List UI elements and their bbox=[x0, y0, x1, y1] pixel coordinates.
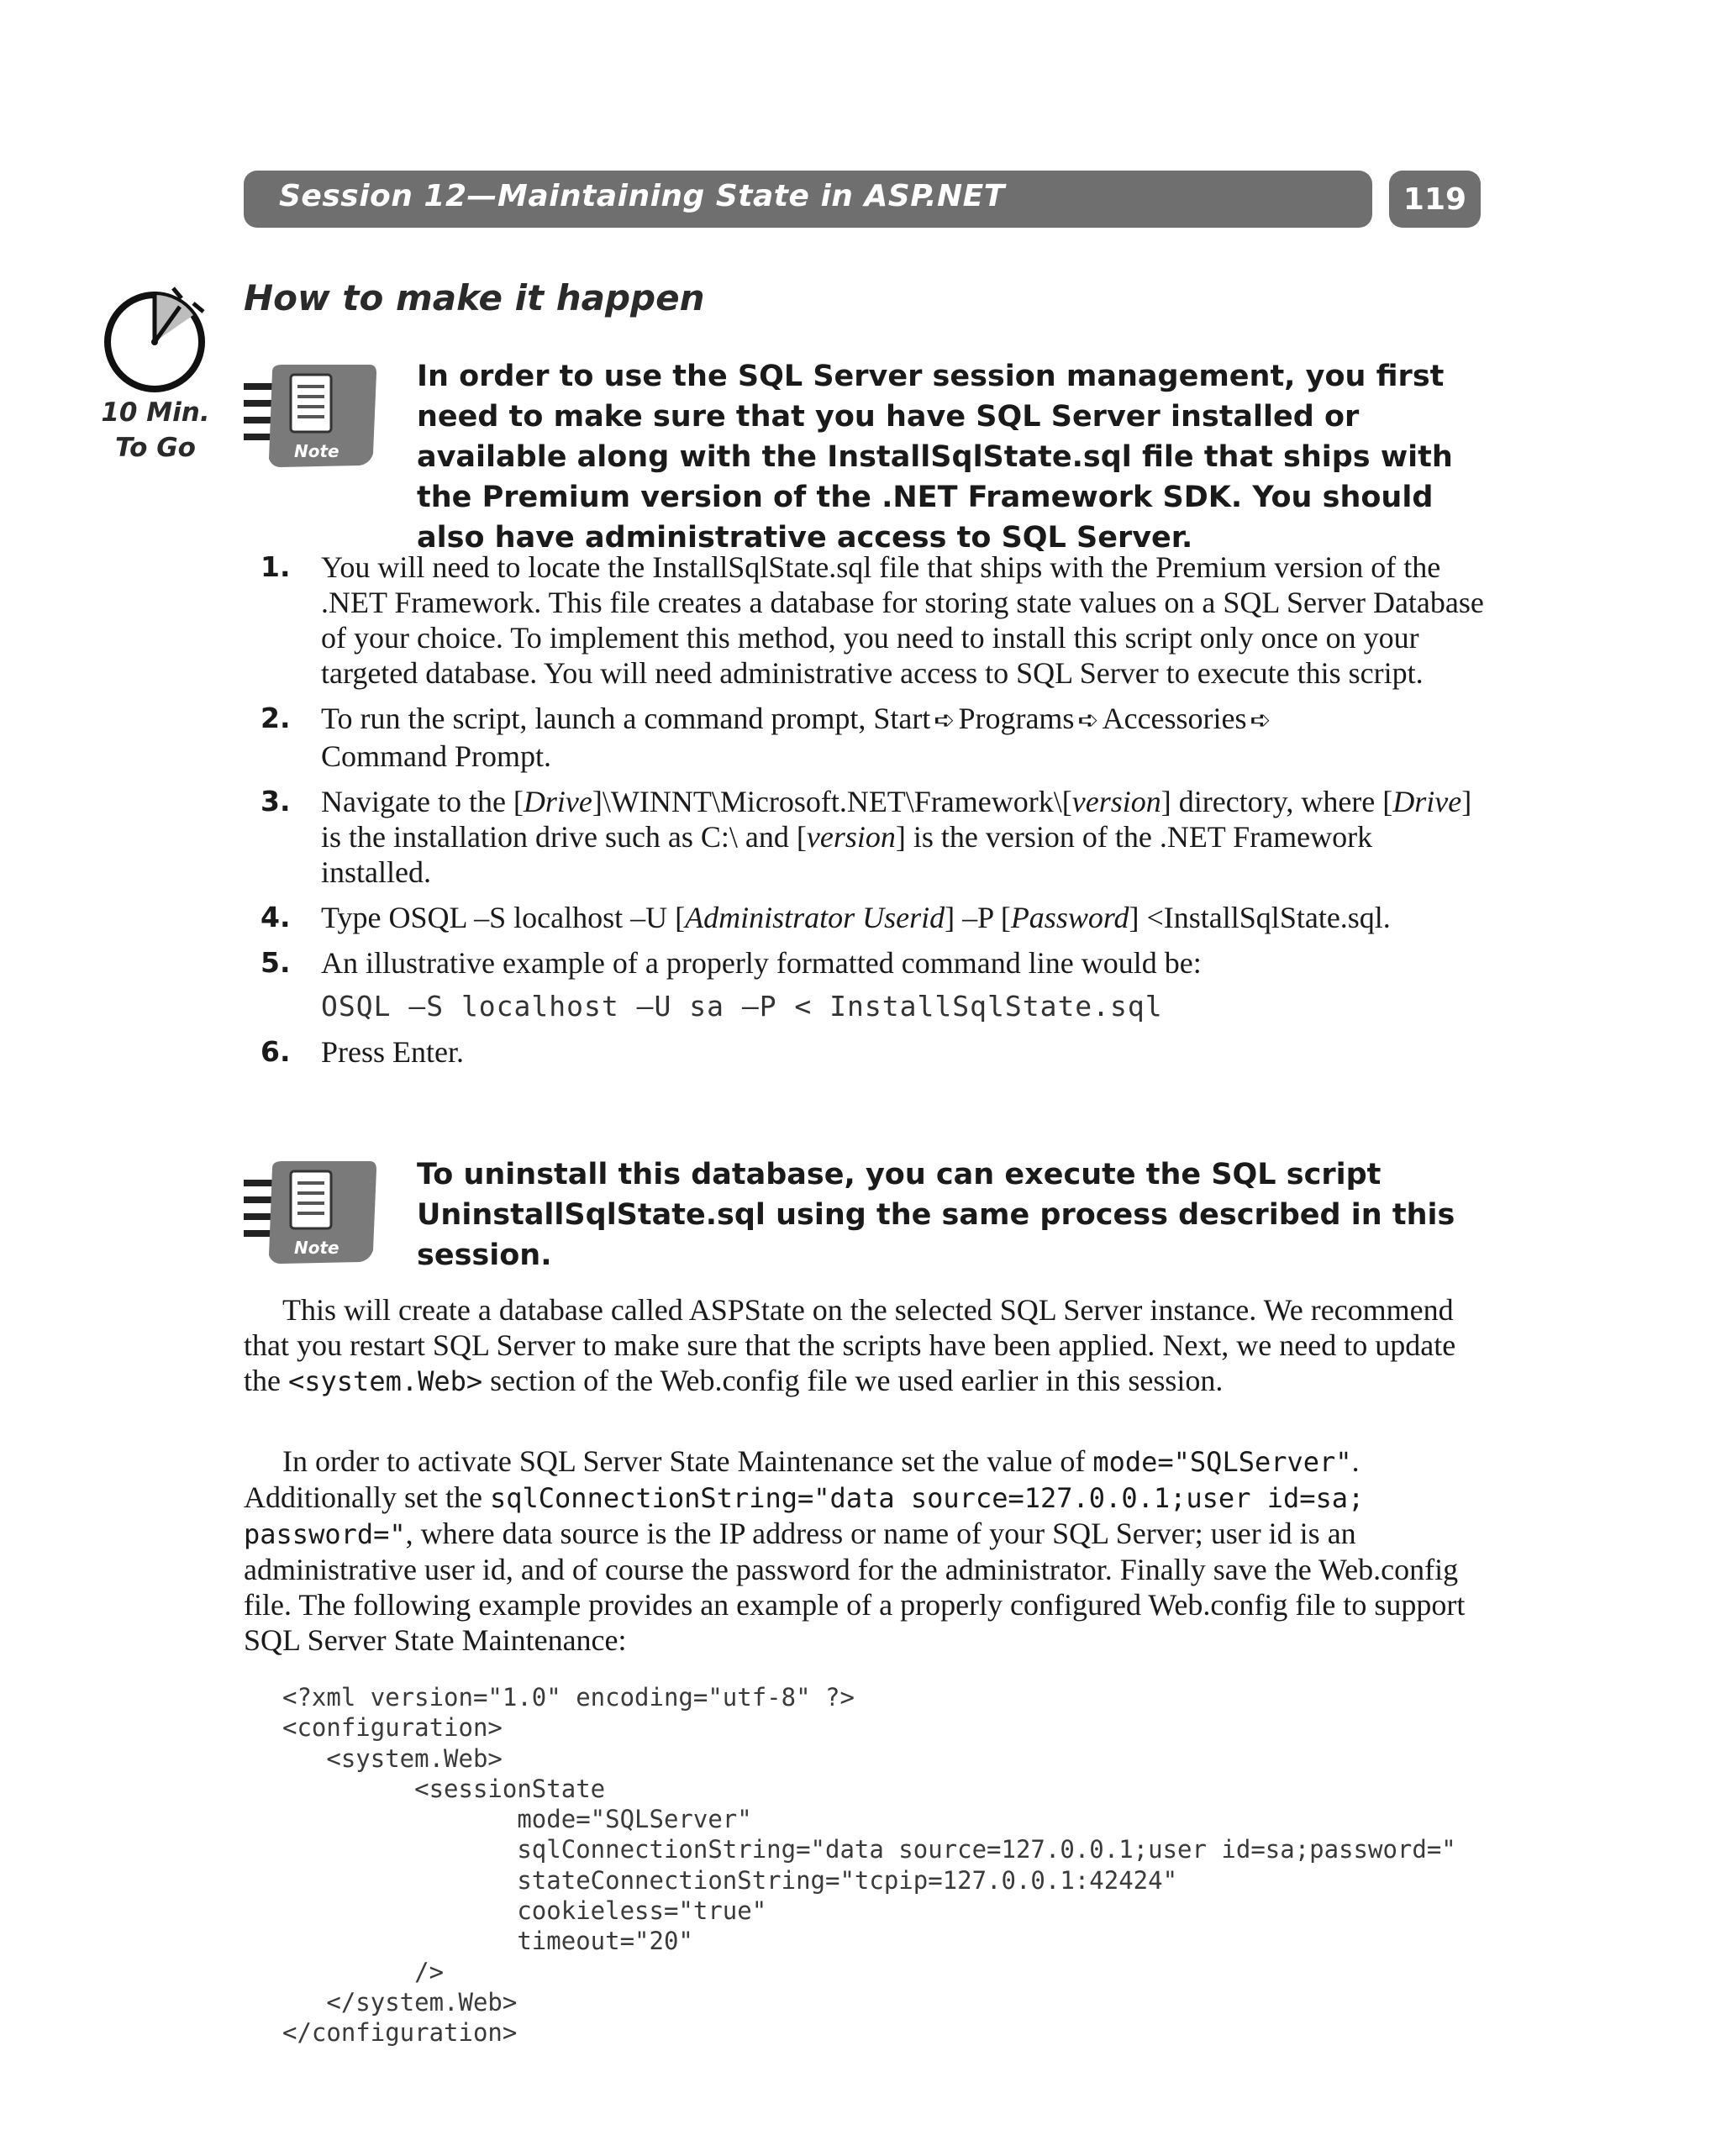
step-variable: Administrator Userid bbox=[685, 901, 945, 934]
list-item bbox=[261, 550, 1487, 691]
step-variable: Drive bbox=[523, 785, 592, 818]
step-text: Navigate to the [ bbox=[321, 785, 524, 818]
note-icon-label: Note bbox=[294, 441, 339, 461]
page-number: 119 bbox=[1403, 181, 1467, 217]
paragraph-text: , where data source is the IP address or name of your SQL Server; user id is an administrative user id, and of course the password for the administrator. Finally save the Web.config file. The following example provides an example of a properly configured Web.config file to support SQL Server State Maintenance: bbox=[244, 1517, 1466, 1657]
step-text: ] is the version of the .NET Framework installed. bbox=[321, 820, 1373, 889]
time-remaining-minutes: 10 Min. bbox=[101, 397, 210, 428]
step-number: 2. bbox=[261, 702, 291, 734]
list-item bbox=[261, 701, 1487, 774]
step-number: 1. bbox=[261, 550, 291, 583]
paragraph-text: This will create a database called ASPState on the selected SQL Server instance. We recommend that you restart SQL Server to make sure that the scripts have been applied. Next, we need to update the bbox=[244, 1293, 1456, 1397]
inline-code: <system.Web> bbox=[287, 1365, 483, 1397]
menu-arrow-icon: ➪ bbox=[1250, 706, 1271, 735]
step-text: Accessories bbox=[1102, 702, 1247, 735]
stopwatch-icon bbox=[99, 281, 217, 399]
step-number: 6. bbox=[261, 1035, 291, 1068]
step-number: 5. bbox=[261, 946, 291, 979]
time-remaining-label bbox=[92, 395, 218, 465]
step-text: Programs bbox=[958, 702, 1075, 735]
body-paragraph bbox=[244, 1443, 1471, 1658]
step-text: ]\WINNT\Microsoft.NET\Framework\[ bbox=[592, 785, 1072, 818]
step-text: ] directory, where [ bbox=[1160, 785, 1393, 818]
running-header-title: Session 12—Maintaining State in ASP.NET bbox=[279, 179, 1005, 213]
step-text: Type OSQL –S localhost –U [ bbox=[321, 901, 686, 934]
step-variable: Drive bbox=[1392, 785, 1462, 818]
menu-arrow-icon: ➪ bbox=[1077, 706, 1099, 735]
list-item bbox=[261, 900, 1487, 935]
note-icon bbox=[244, 1158, 378, 1267]
ordered-steps bbox=[261, 550, 1487, 1080]
step-text: You will need to locate the InstallSqlState.sql file that ships with the Premium version of the .NET Framework. This file creates a database for storing state values on a SQL Server Database of your choice. To implement this method, you need to install this script only once on your targeted database. You will need administrative access to SQL Server to execute this script. bbox=[321, 550, 1484, 690]
step-text: Press Enter. bbox=[321, 1035, 464, 1069]
note-icon-label: Note bbox=[294, 1238, 339, 1258]
inline-code: sqlConnectionString="data source=127.0.0.1;user id=sa; password=" bbox=[244, 1482, 1365, 1550]
step-text: To run the script, launch a command prompt, Start bbox=[321, 702, 931, 735]
time-remaining-caption: To Go bbox=[115, 433, 196, 463]
inline-code: mode="SQLServer" bbox=[1092, 1446, 1352, 1478]
paragraph-text: . Additionally set the bbox=[244, 1444, 1360, 1514]
list-item bbox=[261, 784, 1487, 890]
step-text: ] –P [ bbox=[945, 901, 1011, 934]
note-icon bbox=[244, 361, 378, 471]
body-paragraph bbox=[244, 1292, 1471, 1399]
list-item bbox=[261, 1034, 1487, 1070]
list-item bbox=[261, 945, 1487, 1024]
step-variable: version bbox=[1071, 785, 1161, 818]
section-heading: How to make it happen bbox=[244, 277, 705, 318]
paragraph-text: In order to activate SQL Server State Maintenance set the value of bbox=[282, 1444, 1093, 1478]
step-text: Command Prompt. bbox=[321, 739, 552, 773]
paragraph-text: section of the Web.config file we used earlier in this session. bbox=[482, 1364, 1224, 1397]
code-block: <?xml version="1.0" encoding="utf-8" ?> <configuration> <system.Web> <sessionState mode="SQLServer" sqlConnectionString="data source=127.0.0.1;user id=sa;password=" stateConnectionString="tcpip=127.0.0.1:42424" cookieless="true" timeout="20" /> </system.Web> </configuration> bbox=[282, 1683, 1456, 2048]
step-text: ] <InstallSqlState.sql. bbox=[1129, 901, 1391, 934]
menu-arrow-icon: ➪ bbox=[934, 706, 955, 735]
step-text: An illustrative example of a properly formatted command line would be: bbox=[321, 946, 1202, 980]
step-text: ] is the installation drive such as C:\ and [ bbox=[321, 785, 1472, 854]
command-line-example: OSQL –S localhost –U sa –P < InstallSqlState.sql bbox=[321, 990, 1163, 1023]
step-number: 3. bbox=[261, 785, 291, 818]
step-number: 4. bbox=[261, 901, 291, 933]
step-variable: version bbox=[806, 820, 896, 854]
step-variable: Password bbox=[1010, 901, 1129, 934]
page-number-box bbox=[1389, 171, 1481, 228]
note-text: To uninstall this database, you can execute the SQL script UninstallSqlState.sql using the same process described in this session. bbox=[417, 1158, 1455, 1272]
note-text: In order to use the SQL Server session management, you first need to make sure that you have SQL Server installed or available along with the InstallSqlState.sql file that ships with the Premium version of the .NET Framework SDK. You should also have administrative access to SQL Server. bbox=[417, 360, 1453, 555]
